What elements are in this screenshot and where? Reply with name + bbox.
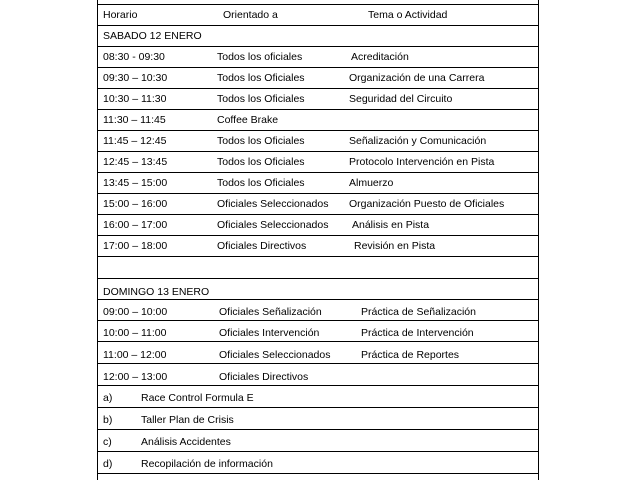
item-text: Race Control Formula E <box>141 392 254 404</box>
audience-cell: Oficiales Intervención <box>219 327 320 339</box>
time-cell: 12:00 – 13:00 <box>103 371 168 383</box>
table-row <box>98 67 538 88</box>
table-row <box>98 172 538 193</box>
day-title-row <box>98 25 538 46</box>
list-item <box>98 385 538 407</box>
time-cell: 09:00 – 10:00 <box>103 306 168 318</box>
time-cell: 11:45 – 12:45 <box>103 135 167 147</box>
table-row <box>98 193 538 214</box>
table-row <box>98 151 538 172</box>
audience-cell: Todos los Oficiales <box>217 72 305 84</box>
topic-cell: Protocolo Intervención en Pista <box>349 156 495 168</box>
table-row <box>98 46 538 67</box>
table-row <box>98 320 538 341</box>
item-letter: c) <box>103 436 112 448</box>
table-row <box>98 214 538 235</box>
table-row <box>98 235 538 256</box>
audience-cell: Todos los Oficiales <box>217 135 305 147</box>
time-cell: 10:30 – 11:30 <box>103 93 167 105</box>
spacer-row <box>98 256 538 278</box>
item-letter: a) <box>103 392 113 404</box>
topic-cell: Práctica de Señalización <box>361 306 476 318</box>
table-row <box>98 363 538 385</box>
table-row <box>98 88 538 109</box>
table-row <box>98 299 538 320</box>
audience-cell: Oficiales Directivos <box>219 371 309 383</box>
list-item <box>98 407 538 429</box>
table-row <box>98 109 538 130</box>
audience-cell: Oficiales Señalización <box>219 306 322 318</box>
audience-cell: Oficiales Seleccionados <box>217 219 329 231</box>
day2-title: DOMINGO 13 ENERO <box>103 286 210 298</box>
list-item <box>98 429 538 451</box>
time-cell: 13:45 – 15:00 <box>103 177 168 189</box>
item-text: Taller Plan de Crisis <box>141 414 234 426</box>
table-row <box>98 130 538 151</box>
time-cell: 15:00 – 16:00 <box>103 198 168 210</box>
topic-cell: Almuerzo <box>349 177 394 189</box>
item-text: Análisis Accidentes <box>141 436 231 448</box>
topic-cell: Práctica de Reportes <box>361 349 460 361</box>
time-cell: 10:00 – 11:00 <box>103 327 167 339</box>
audience-cell: Todos los Oficiales <box>217 177 305 189</box>
topic-cell: Organización de una Carrera <box>349 72 485 84</box>
audience-cell: Coffee Brake <box>217 114 279 126</box>
header-horario: Horario <box>103 9 138 21</box>
header-tema-actividad: Tema o Actividad <box>368 9 448 21</box>
day1-title: SABADO 12 ENERO <box>103 30 202 42</box>
topic-cell: Práctica de Intervención <box>361 327 474 339</box>
audience-cell: Oficiales Seleccionados <box>219 349 331 361</box>
schedule-table <box>97 0 539 480</box>
audience-cell: Todos los Oficiales <box>217 93 305 105</box>
list-item <box>98 451 538 473</box>
topic-cell: Seguridad del Circuito <box>349 93 453 105</box>
topic-cell: Señalización y Comunicación <box>349 135 487 147</box>
topic-cell: Acreditación <box>351 51 409 63</box>
topic-cell: Análisis en Pista <box>352 219 430 231</box>
item-letter: b) <box>103 414 113 426</box>
time-cell: 12:45 – 13:45 <box>103 156 168 168</box>
header-orientado-a: Orientado a <box>223 9 278 21</box>
time-cell: 09:30 – 10:30 <box>103 72 168 84</box>
item-text: Recopilación de información <box>141 458 273 470</box>
time-cell: 17:00 – 18:00 <box>103 240 168 252</box>
time-cell: 08:30 - 09:30 <box>103 51 165 63</box>
audience-cell: Oficiales Seleccionados <box>217 198 329 210</box>
audience-cell: Todos los Oficiales <box>217 156 305 168</box>
topic-cell: Organización Puesto de Oficiales <box>349 198 505 210</box>
day-title-row <box>98 278 538 299</box>
time-cell: 11:00 – 12:00 <box>103 349 167 361</box>
audience-cell: Oficiales Directivos <box>217 240 307 252</box>
audience-cell: Todos los oficiales <box>217 51 303 63</box>
table-bottom-row <box>98 473 538 480</box>
table-row <box>98 341 538 363</box>
time-cell: 16:00 – 17:00 <box>103 219 168 231</box>
item-letter: d) <box>103 458 113 470</box>
topic-cell: Revisión en Pista <box>354 240 436 252</box>
table-header-row <box>98 4 538 25</box>
time-cell: 11:30 – 11:45 <box>103 114 166 126</box>
